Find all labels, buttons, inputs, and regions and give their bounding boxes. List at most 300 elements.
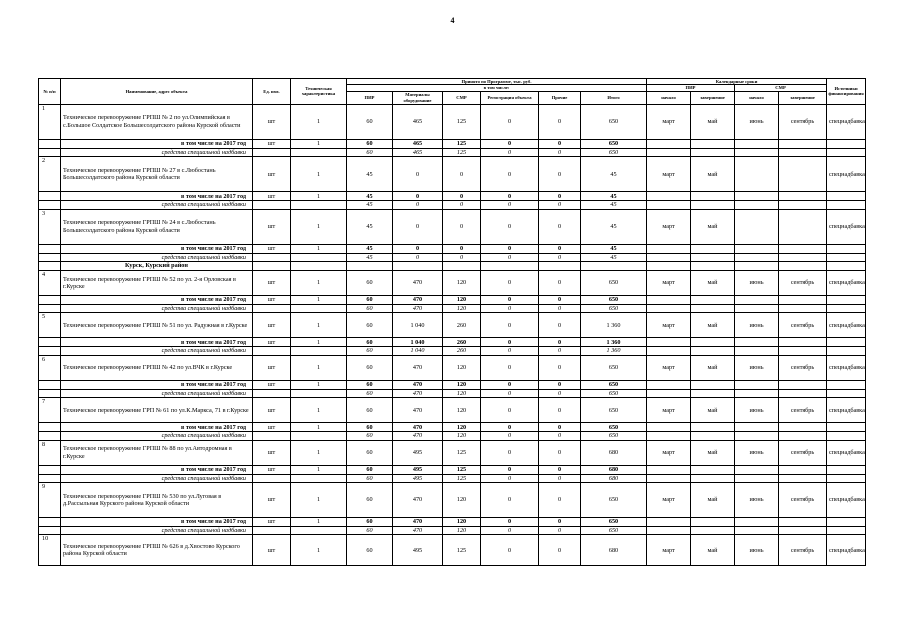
empty-cell <box>647 201 691 209</box>
materials-cell: 0 <box>393 253 443 261</box>
materials-cell: 1 040 <box>393 313 443 338</box>
registration-cell: 0 <box>481 398 539 423</box>
object-name: Техническое перевооружение ГРПШ № 626 в д.Хвостово Курского района Курской области <box>61 535 253 566</box>
registration-cell: 0 <box>481 432 539 440</box>
other-cell: 0 <box>539 518 581 527</box>
smr-cell: 0 <box>443 253 481 261</box>
other-cell: 0 <box>539 347 581 355</box>
total-cell: 650 <box>581 527 647 535</box>
registration-cell: 0 <box>481 313 539 338</box>
smr-end-cell: сентябрь <box>779 535 827 566</box>
pir-cell: 60 <box>347 423 393 432</box>
unit-cell: шт <box>253 192 291 201</box>
header-unit: Ед. изм. <box>253 79 291 105</box>
smr-cell: 120 <box>443 432 481 440</box>
row-number: 10 <box>39 535 61 566</box>
tech-cell <box>291 389 347 397</box>
header-pir-start: начало <box>647 91 691 104</box>
year-subtotal-row <box>39 296 866 305</box>
empty-cell <box>827 192 866 201</box>
empty-cell <box>779 518 827 527</box>
other-cell: 0 <box>539 157 581 192</box>
header-pir-end: завершение <box>691 91 735 104</box>
total-cell: 680 <box>581 465 647 474</box>
unit-cell: шт <box>253 483 291 518</box>
total-cell: 650 <box>581 296 647 305</box>
smr-cell: 120 <box>443 423 481 432</box>
subtotal-label: в том числе на 2017 год <box>61 465 253 474</box>
materials-cell: 495 <box>393 440 443 465</box>
empty-cell <box>647 139 691 148</box>
smr-cell: 125 <box>443 474 481 482</box>
empty-cell <box>647 148 691 156</box>
source-cell: спецнадбавка <box>827 271 866 296</box>
tech-cell: 1 <box>291 209 347 244</box>
materials-cell: 0 <box>393 157 443 192</box>
smr-cell: 260 <box>443 338 481 347</box>
registration-cell: 0 <box>481 253 539 261</box>
empty-cell <box>647 244 691 253</box>
source-cell: спецнадбавка <box>827 483 866 518</box>
registration-cell: 0 <box>481 209 539 244</box>
row-number <box>39 201 61 209</box>
empty-cell <box>735 296 779 305</box>
empty-cell <box>779 338 827 347</box>
header-no: № п/п <box>39 79 61 105</box>
pir-cell: 60 <box>347 139 393 148</box>
other-cell: 0 <box>539 483 581 518</box>
allowance-label: средства специальной надбавки <box>61 201 253 209</box>
smr-end-cell: сентябрь <box>779 483 827 518</box>
subtotal-label: в том числе на 2017 год <box>61 518 253 527</box>
smr-end-cell: сентябрь <box>779 313 827 338</box>
tech-cell: 1 <box>291 244 347 253</box>
row-number <box>39 347 61 355</box>
materials-cell: 465 <box>393 104 443 139</box>
unit-cell: шт <box>253 380 291 389</box>
empty-cell <box>827 296 866 305</box>
unit-cell <box>253 201 291 209</box>
tech-cell: 1 <box>291 518 347 527</box>
row-number <box>39 432 61 440</box>
subtotal-label: в том числе на 2017 год <box>61 338 253 347</box>
unit-cell <box>253 347 291 355</box>
empty-cell <box>691 423 735 432</box>
registration-cell: 0 <box>481 244 539 253</box>
unit-cell: шт <box>253 355 291 380</box>
other-cell: 0 <box>539 104 581 139</box>
empty-cell <box>647 527 691 535</box>
registration-cell: 0 <box>481 271 539 296</box>
registration-cell: 0 <box>481 474 539 482</box>
registration-cell: 0 <box>481 389 539 397</box>
total-cell: 650 <box>581 432 647 440</box>
header-total: Итого <box>581 91 647 104</box>
object-row <box>39 104 866 139</box>
smr-end-cell <box>779 157 827 192</box>
tech-cell <box>291 305 347 313</box>
total-cell: 680 <box>581 535 647 566</box>
tech-cell: 1 <box>291 423 347 432</box>
pir-cell: 45 <box>347 157 393 192</box>
empty-cell <box>827 465 866 474</box>
smr-cell: 260 <box>443 313 481 338</box>
header-smr-end: завершение <box>779 91 827 104</box>
header-incl: в том числе: <box>347 85 647 91</box>
empty-cell <box>827 139 866 148</box>
empty-cell <box>779 423 827 432</box>
other-cell: 0 <box>539 148 581 156</box>
row-number <box>39 148 61 156</box>
materials-cell: 465 <box>393 139 443 148</box>
empty-cell <box>779 139 827 148</box>
header-registration: Регистрация объекта <box>481 91 539 104</box>
pir-cell: 60 <box>347 527 393 535</box>
source-cell: спецнадбавка <box>827 355 866 380</box>
smr-start-cell <box>735 157 779 192</box>
total-cell: 650 <box>581 355 647 380</box>
pir-start-cell: март <box>647 209 691 244</box>
registration-cell: 0 <box>481 139 539 148</box>
pir-start-cell: март <box>647 313 691 338</box>
pir-cell: 60 <box>347 483 393 518</box>
smr-start-cell: июнь <box>735 483 779 518</box>
allowance-label: средства специальной надбавки <box>61 474 253 482</box>
empty-cell <box>647 518 691 527</box>
total-cell: 680 <box>581 440 647 465</box>
smr-cell: 125 <box>443 148 481 156</box>
row-number <box>39 139 61 148</box>
pir-cell: 45 <box>347 244 393 253</box>
materials-cell: 470 <box>393 423 443 432</box>
unit-cell: шт <box>253 465 291 474</box>
smr-cell: 0 <box>443 201 481 209</box>
special-allowance-row <box>39 474 866 482</box>
pir-start-cell: март <box>647 157 691 192</box>
smr-cell: 120 <box>443 380 481 389</box>
other-cell: 0 <box>539 201 581 209</box>
empty-cell <box>735 244 779 253</box>
program-table <box>38 78 866 566</box>
empty-cell <box>827 389 866 397</box>
smr-start-cell: июнь <box>735 440 779 465</box>
object-name: Техническое перевооружение ГРПШ № 530 по ул.Луговая в д.Рассыльная Курского района Курской области <box>61 483 253 518</box>
total-cell: 650 <box>581 398 647 423</box>
unit-cell: шт <box>253 440 291 465</box>
empty-cell <box>691 465 735 474</box>
pir-cell: 60 <box>347 271 393 296</box>
smr-end-cell: сентябрь <box>779 271 827 296</box>
total-cell: 680 <box>581 474 647 482</box>
tech-cell <box>291 148 347 156</box>
materials-cell: 470 <box>393 305 443 313</box>
unit-cell: шт <box>253 244 291 253</box>
empty-cell <box>779 296 827 305</box>
other-cell: 0 <box>539 338 581 347</box>
registration-cell: 0 <box>481 201 539 209</box>
materials-cell: 495 <box>393 535 443 566</box>
row-number: 8 <box>39 440 61 465</box>
registration-cell: 0 <box>481 535 539 566</box>
registration-cell: 0 <box>481 440 539 465</box>
smr-cell: 125 <box>443 465 481 474</box>
row-number <box>39 244 61 253</box>
other-cell: 0 <box>539 535 581 566</box>
empty-cell <box>779 201 827 209</box>
empty-cell <box>779 192 827 201</box>
header-smr: СМР <box>443 91 481 104</box>
subtotal-label: в том числе на 2017 год <box>61 296 253 305</box>
allowance-label: средства специальной надбавки <box>61 527 253 535</box>
object-row <box>39 355 866 380</box>
materials-cell: 470 <box>393 355 443 380</box>
empty-cell <box>779 380 827 389</box>
total-cell: 45 <box>581 253 647 261</box>
empty-cell <box>779 389 827 397</box>
smr-cell: 0 <box>443 209 481 244</box>
tech-cell <box>291 253 347 261</box>
empty-cell <box>647 423 691 432</box>
object-row <box>39 483 866 518</box>
pir-cell: 60 <box>347 398 393 423</box>
empty-cell <box>691 389 735 397</box>
pir-cell: 60 <box>347 389 393 397</box>
total-cell: 650 <box>581 389 647 397</box>
empty-cell <box>691 139 735 148</box>
registration-cell: 0 <box>481 355 539 380</box>
other-cell: 0 <box>539 139 581 148</box>
allowance-label: средства специальной надбавки <box>61 432 253 440</box>
allowance-label: средства специальной надбавки <box>61 347 253 355</box>
empty-cell <box>647 465 691 474</box>
smr-start-cell <box>735 209 779 244</box>
pir-end-cell: май <box>691 483 735 518</box>
pir-cell: 60 <box>347 148 393 156</box>
total-cell: 650 <box>581 271 647 296</box>
pir-start-cell: март <box>647 483 691 518</box>
row-number: 6 <box>39 355 61 380</box>
year-subtotal-row <box>39 139 866 148</box>
other-cell: 0 <box>539 296 581 305</box>
registration-cell: 0 <box>481 157 539 192</box>
empty-cell <box>647 338 691 347</box>
smr-start-cell: июнь <box>735 271 779 296</box>
pir-cell: 60 <box>347 296 393 305</box>
other-cell: 0 <box>539 313 581 338</box>
empty-cell <box>735 338 779 347</box>
smr-start-cell: июнь <box>735 313 779 338</box>
smr-cell: 260 <box>443 347 481 355</box>
header-tech: Техническая характеристика <box>291 79 347 105</box>
pir-end-cell: май <box>691 271 735 296</box>
pir-cell: 60 <box>347 518 393 527</box>
tech-cell: 1 <box>291 139 347 148</box>
other-cell: 0 <box>539 465 581 474</box>
other-cell: 0 <box>539 355 581 380</box>
empty-cell <box>827 305 866 313</box>
year-subtotal-row <box>39 192 866 201</box>
pir-end-cell: май <box>691 157 735 192</box>
empty-cell <box>735 139 779 148</box>
pir-cell: 60 <box>347 305 393 313</box>
empty-cell <box>827 338 866 347</box>
empty-cell <box>779 527 827 535</box>
pir-end-cell: май <box>691 398 735 423</box>
unit-cell <box>253 432 291 440</box>
smr-cell: 120 <box>443 296 481 305</box>
tech-cell: 1 <box>291 271 347 296</box>
empty-cell <box>691 244 735 253</box>
unit-cell: шт <box>253 139 291 148</box>
empty-cell <box>779 148 827 156</box>
registration-cell: 0 <box>481 338 539 347</box>
materials-cell: 1 040 <box>393 338 443 347</box>
unit-cell: шт <box>253 535 291 566</box>
empty-cell <box>827 262 866 271</box>
unit-cell: шт <box>253 271 291 296</box>
row-number <box>39 380 61 389</box>
special-allowance-row <box>39 389 866 397</box>
empty-cell <box>779 262 827 271</box>
empty-cell <box>735 432 779 440</box>
pir-cell: 45 <box>347 209 393 244</box>
materials-cell: 495 <box>393 474 443 482</box>
unit-cell: шт <box>253 157 291 192</box>
special-allowance-row <box>39 253 866 261</box>
empty-cell <box>735 423 779 432</box>
empty-cell <box>735 465 779 474</box>
special-allowance-row <box>39 527 866 535</box>
materials-cell: 470 <box>393 296 443 305</box>
tech-cell: 1 <box>291 355 347 380</box>
total-cell: 650 <box>581 104 647 139</box>
empty-cell <box>779 347 827 355</box>
tech-cell: 1 <box>291 535 347 566</box>
registration-cell: 0 <box>481 465 539 474</box>
registration-cell: 0 <box>481 518 539 527</box>
header-program: Принято по Программе, тыс. руб. <box>347 79 647 85</box>
empty-cell <box>647 262 691 271</box>
materials-cell: 470 <box>393 432 443 440</box>
row-number <box>39 296 61 305</box>
smr-start-cell: июнь <box>735 398 779 423</box>
pir-cell: 60 <box>347 535 393 566</box>
empty-cell <box>291 262 347 271</box>
empty-cell <box>647 253 691 261</box>
empty-cell <box>347 262 393 271</box>
smr-end-cell: сентябрь <box>779 440 827 465</box>
tech-cell: 1 <box>291 296 347 305</box>
registration-cell: 0 <box>481 483 539 518</box>
empty-cell <box>735 474 779 482</box>
header-name: Наименование, адрес объекта <box>61 79 253 105</box>
pir-cell: 60 <box>347 465 393 474</box>
header-cal-pir: ПИР <box>647 85 735 91</box>
row-number: 2 <box>39 157 61 192</box>
row-number <box>39 389 61 397</box>
pir-cell: 60 <box>347 313 393 338</box>
total-cell: 45 <box>581 157 647 192</box>
year-subtotal-row <box>39 244 866 253</box>
registration-cell: 0 <box>481 104 539 139</box>
empty-cell <box>735 389 779 397</box>
table-body <box>39 104 866 566</box>
object-row <box>39 440 866 465</box>
empty-cell <box>827 474 866 482</box>
tech-cell: 1 <box>291 192 347 201</box>
row-number <box>39 262 61 271</box>
empty-cell <box>827 518 866 527</box>
row-number <box>39 305 61 313</box>
year-subtotal-row <box>39 380 866 389</box>
empty-cell <box>735 201 779 209</box>
row-number: 4 <box>39 271 61 296</box>
row-number <box>39 253 61 261</box>
pir-cell: 45 <box>347 192 393 201</box>
subtotal-label: в том числе на 2017 год <box>61 139 253 148</box>
tech-cell <box>291 527 347 535</box>
materials-cell: 470 <box>393 518 443 527</box>
smr-cell: 120 <box>443 483 481 518</box>
pir-cell: 60 <box>347 380 393 389</box>
source-cell: спецнадбавка <box>827 104 866 139</box>
empty-cell <box>827 527 866 535</box>
tech-cell: 1 <box>291 440 347 465</box>
total-cell: 1 360 <box>581 338 647 347</box>
pir-cell: 60 <box>347 432 393 440</box>
tech-cell: 1 <box>291 380 347 389</box>
materials-cell: 470 <box>393 527 443 535</box>
empty-cell <box>827 148 866 156</box>
object-row <box>39 271 866 296</box>
special-allowance-row <box>39 347 866 355</box>
header-materials: Материалы оборудование <box>393 91 443 104</box>
year-subtotal-row <box>39 338 866 347</box>
page-number: 4 <box>450 16 455 25</box>
tech-cell: 1 <box>291 483 347 518</box>
object-name: Техническое перевооружение ГРПШ № 88 по ул.Автодромная в г.Курске <box>61 440 253 465</box>
total-cell: 650 <box>581 148 647 156</box>
empty-cell <box>647 296 691 305</box>
smr-cell: 0 <box>443 244 481 253</box>
pir-cell: 60 <box>347 347 393 355</box>
header-calendar: Календарные сроки <box>647 79 827 85</box>
pir-cell: 45 <box>347 253 393 261</box>
unit-cell: шт <box>253 338 291 347</box>
empty-cell <box>647 380 691 389</box>
year-subtotal-row <box>39 423 866 432</box>
pir-end-cell: май <box>691 104 735 139</box>
header-smr-start: начало <box>735 91 779 104</box>
object-row <box>39 313 866 338</box>
empty-cell <box>779 253 827 261</box>
source-cell: спецнадбавка <box>827 535 866 566</box>
empty-cell <box>827 244 866 253</box>
smr-cell: 125 <box>443 104 481 139</box>
smr-end-cell: сентябрь <box>779 104 827 139</box>
empty-cell <box>647 474 691 482</box>
row-number <box>39 474 61 482</box>
allowance-label: средства специальной надбавки <box>61 305 253 313</box>
empty-cell <box>735 192 779 201</box>
registration-cell: 0 <box>481 296 539 305</box>
empty-cell <box>827 380 866 389</box>
allowance-label: средства специальной надбавки <box>61 389 253 397</box>
registration-cell: 0 <box>481 380 539 389</box>
materials-cell: 0 <box>393 192 443 201</box>
subtotal-label: в том числе на 2017 год <box>61 423 253 432</box>
empty-cell <box>735 347 779 355</box>
